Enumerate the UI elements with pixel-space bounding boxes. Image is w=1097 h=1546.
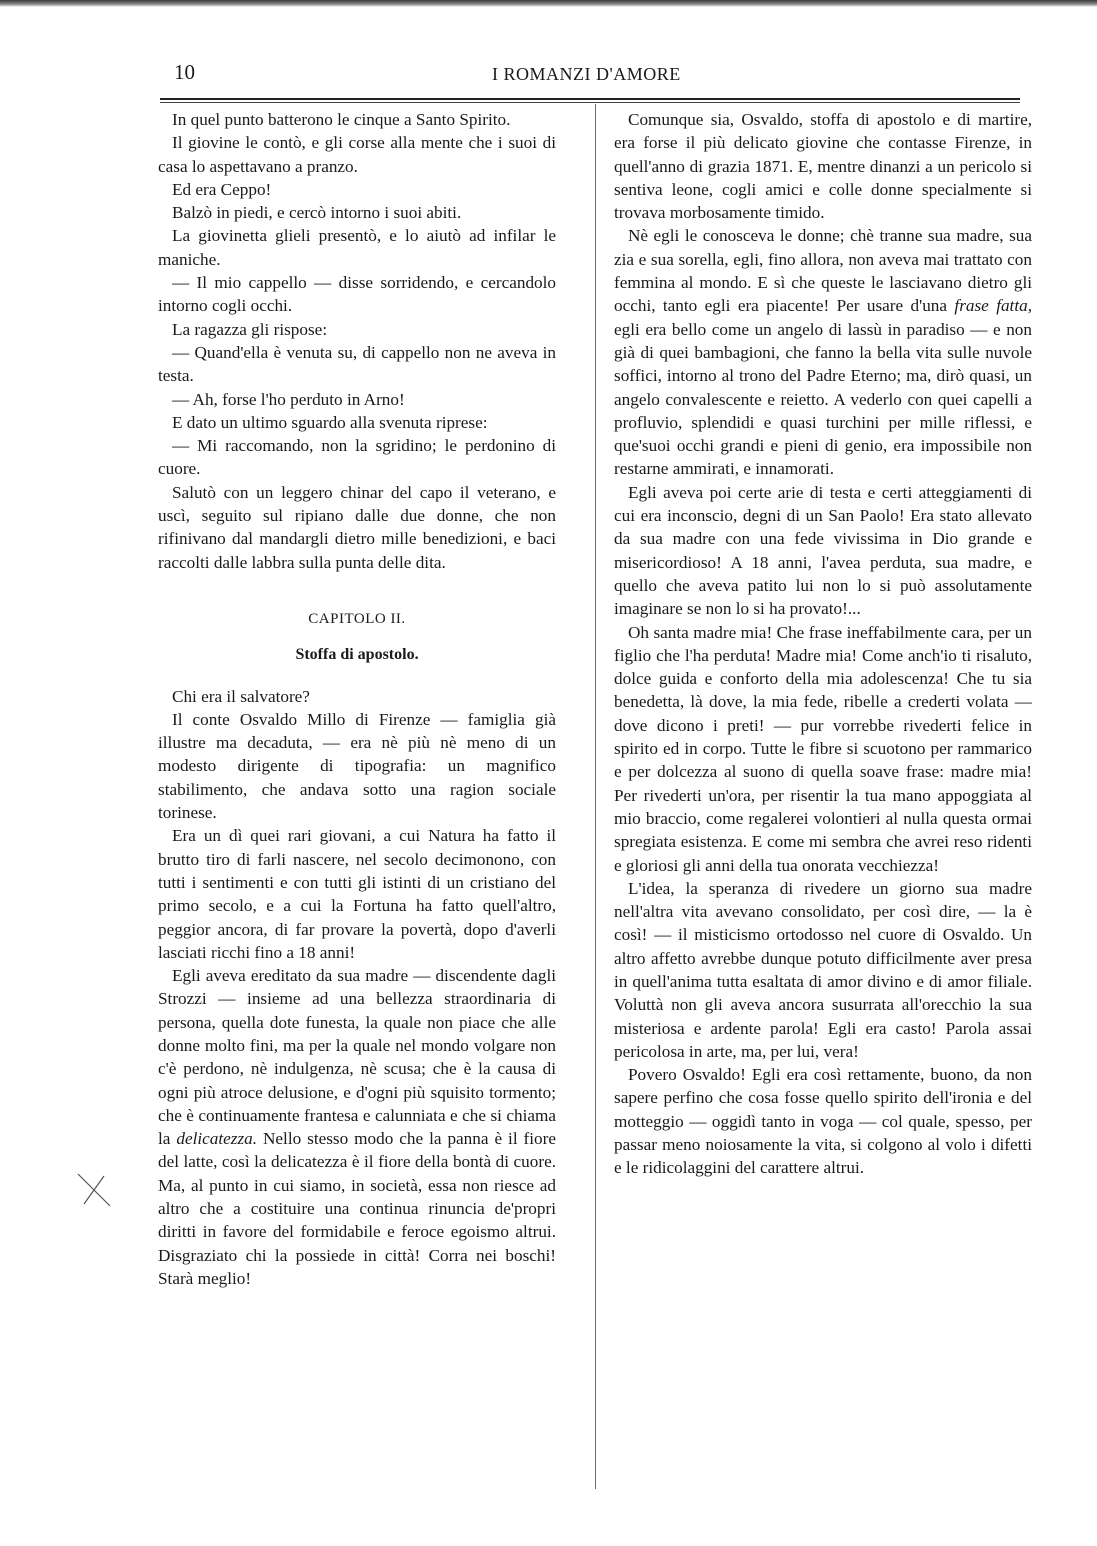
paragraph: Chi era il salvatore? <box>172 686 310 706</box>
paragraph: In quel punto batterono le cinque a Santo Spirito. <box>172 110 511 129</box>
scan-top-edge <box>0 0 1097 7</box>
paragraph: L'idea, la speranza di rivedere un giorno sua madre nell'altra vita avevano consolidato, per così dire, — la è così! — il misticismo ortodosso nel cuore di Osvaldo. Un altro affetto avrebbe dunque potuto difficilmente aver presa in quell'anima tutta esaltata di amor divino e di amor filiale. Voluttà non gli aveva ancora susurrata all'orecchio la sua misteriosa e ardente parola! Egli era casto! Parola assai pericolosa in arte, ma, per lui, vera! <box>614 878 1032 1061</box>
header-rule-thin <box>160 102 1020 103</box>
paragraph: Oh santa madre mia! Che frase ineffabilmente cara, per un figlio che l'ha perduta! Madre mia! Come anch'io ti risaluto, dolce guida e conforto della mia adolescenza! Che tu sia benedetta, là dove, la mia fede, ribelle a crederti volata — dove dicono i preti! — pur vorrebbe rivederti felice in spirito ed in corpo. Tutte le fibre si scuotono per rammarico e per dolcezza al suono di quella soave frase: madre mia! Per rivederti un'ora, per risentir la tua mano appoggiata al mio braccio, come regalerei volontieri al nulla questa ormai spregiata esistenza. E come mi sembra che avrei reso ridenti e gloriosi gli anni della tua onorata vecchiezza! <box>614 622 1032 875</box>
text-run: Egli aveva ereditato da sua madre — discendente dagli Strozzi — insieme ad una bellezza straordinaria di persona, quella dote funesta, la quale non piace che alle donne molto fini, ma per la quale nel mondo volgare non c'è perdono, nè indulgenza, nè scusa; che è la causa di ogni più atroce delusione, e d'ogni più squisito tormento; che è continuamente frantesa e calunniata e che si chiama la <box>158 966 556 1149</box>
paragraph: La ragazza gli rispose: <box>172 319 328 339</box>
paragraph: Il giovine le contò, e gli corse alla mente che i suoi di casa lo aspettavano a pranzo. <box>158 133 556 176</box>
paragraph: Salutò con un leggero chinar del capo il veterano, e uscì, seguito sul ripiano dalle due donne, che non rifinivano dal mandargli dietro mille benedizioni, e baci raccolti dalle labbra sulla punta delle dita. <box>158 482 556 572</box>
column-divider <box>595 104 596 1489</box>
paragraph: E dato un ultimo sguardo alla svenuta riprese: <box>172 412 488 432</box>
paragraph: Comunque sia, Osvaldo, stoffa di apostolo e di martire, era forse il più delicato giovine che contasse Firenze, in quell'anno di grazia 1871. E, mentre dinanzi a un pericolo si sentiva leone, cogli amici e colle donne specialmente si trovava morbosamente timido. <box>614 110 1032 223</box>
paragraph <box>158 964 556 1290</box>
header-rule-thick <box>160 98 1020 100</box>
handwritten-margin-mark <box>74 1170 114 1210</box>
paragraph: La giovinetta glieli presentò, e lo aiutò ad infilar le maniche. <box>158 226 556 269</box>
paragraph: Egli aveva poi certe arie di testa e certi atteggiamenti di cui era inconscio, degni di un San Paolo! Era stato allevato da sua madre con una fede vivissima in Dio grande e misericordioso! A 18 anni, l'avea perduta, sua madre, e quello che aveva patito lui non lo si può assolutamente imaginare se non lo si ha provato!... <box>614 482 1032 619</box>
paragraph <box>614 224 1032 480</box>
page-header <box>160 58 1020 90</box>
italic-run: delicatezza. <box>176 1129 258 1149</box>
text-run: Nello stesso modo che la panna è il fiore del latte, così la delicatezza è il fiore della bontà di cuore. Ma, al punto in cui siamo, in società, essa non riesce ad altro che a costituire una continua rinuncia de'propri diritti in favore del formidabile e feroce egoismo altrui. Disgraziato chi la possiede in città! Corra nei boschi! Starà meglio! <box>158 1129 556 1288</box>
paragraph: Era un dì quei rari giovani, a cui Natura ha fatto il brutto tiro di farli nascere, nel secolo decimonono, con tutti i sentimenti e con tutti gli istinti di un cristiano del primo secolo, e a cui la Fortuna ha fatto quell'altro, peggior ancora, di far provare la povertà, dopo d'averli lasciati ricchi fino a 18 anni! <box>158 826 556 962</box>
text-run: egli era bello come un angelo di lassù in paradiso — e non già di quei bambagioni, che fanno la bella vita sulle nuvole soffici, intorno al trono del Padre Eterno; ma, dirò quasi, un angelo convalescente e reietto. A vederlo con quei capelli a profluvio, splendidi e quasi turchini per mille riflessi, e que'suoi occhi grandi e pieni di genio, era impossibile non restarne ammirati, e innamorati. <box>614 319 1032 479</box>
running-title: I ROMANZI D'AMORE <box>492 64 681 84</box>
chapter-title: Stoffa di apostolo. <box>295 646 419 664</box>
paragraph: — Mi raccomando, non la sgridino; le perdonino di cuore. <box>158 436 556 479</box>
paragraph: — Il mio cappello — disse sorridendo, e cercandolo intorno cogli occhi. <box>158 273 556 316</box>
italic-run: frase fatta, <box>954 296 1032 316</box>
text-run: Nè egli le conosceva le donne; chè tranne sua madre, sua zia e sua sorella, egli, fino allora, non aveva mai trattato con femmina al mondo. E sì che queste le lasciavano dietro gli occhi, tanto egli era piacente! Per usare d'una <box>614 226 1032 316</box>
paragraph: — Ah, forse l'ho perduto in Arno! <box>172 389 405 409</box>
left-column <box>158 108 556 1290</box>
paragraph: Ed era Ceppo! <box>172 179 272 199</box>
page-number: 10 <box>174 60 195 84</box>
paragraph: — Quand'ella è venuta su, di cappello non ne aveva in testa. <box>158 342 556 386</box>
paragraph: Povero Osvaldo! Egli era così rettamente, buono, da non sapere perfino che cosa fosse quello spirito dell'ironia e del motteggio — oggidì tanto in voga — col quale, spesso, per passar meno noiosamente la vita, si colgono al volo i difetti e le ridicolaggini del carattere altrui. <box>614 1065 1032 1178</box>
chapter-heading: CAPITOLO II. <box>308 610 406 627</box>
paragraph: Il conte Osvaldo Millo di Firenze — famiglia già illustre ma decaduta, — era nè più nè meno di un modesto dirigente di tipografia: un magnifico stabilimento, che andava sotto una ragion sociale torinese. <box>158 709 556 823</box>
paragraph: Balzò in piedi, e cercò intorno i suoi abiti. <box>172 203 462 223</box>
right-column <box>614 108 1032 1180</box>
